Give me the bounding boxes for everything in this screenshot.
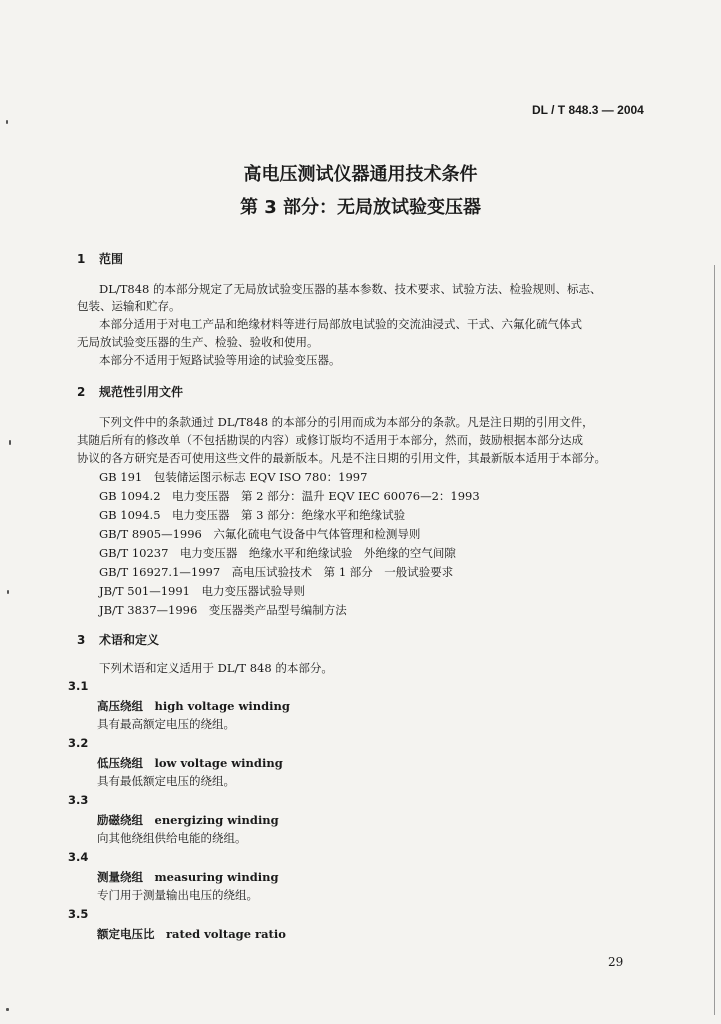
reference-item: GB/T 16927.1—1997 高电压试验技术 第 1 部分 一般试验要求 <box>99 565 454 579</box>
document-subtitle: 第 3 部分：无局放试验变压器 <box>239 197 482 218</box>
reference-item: JB/T 3837—1996 变压器类产品型号编制方法 <box>99 603 347 617</box>
scan-speck <box>6 120 8 124</box>
paragraph-line: 本部分适用于对电工产品和绝缘材料等进行局部放电试验的交流油浸式、干式、六氟化硫气体式 <box>99 317 582 331</box>
reference-item: JB/T 501—1991 电力变压器试验导则 <box>99 584 305 598</box>
paragraph-line: 无局放试验变压器的生产、检验、验收和使用。 <box>77 335 319 349</box>
paragraph-line: 下列文件中的条款通过 DL/T848 的本部分的引用而成为本部分的条款。凡是注日期的引用文件， <box>99 415 594 429</box>
term-title: 额定电压比 rated voltage ratio <box>97 927 286 941</box>
subsection-number: 3.2 <box>68 736 89 750</box>
paragraph-line: 协议的各方研究是否可使用这些文件的最新版本。凡是不注日期的引用文件，其最新版本适用于本部分。 <box>77 451 606 465</box>
paragraph-line: 本部分不适用于短路试验等用途的试验变压器。 <box>99 353 341 367</box>
term-title: 测量绕组 measuring winding <box>97 870 279 884</box>
paragraph-line: 包装、运输和贮存。 <box>77 299 181 313</box>
reference-item: GB 191 包装储运图示标志 EQV ISO 780：1997 <box>99 470 368 484</box>
term-title: 励磁绕组 energizing winding <box>97 813 279 827</box>
reference-item: GB/T 8905—1996 六氟化硫电气设备中气体管理和检测导则 <box>99 527 421 541</box>
subsection-number: 3.3 <box>68 793 89 807</box>
scan-edge-line <box>714 265 715 1015</box>
term-title: 高压绕组 high voltage winding <box>97 699 290 713</box>
paragraph-line: DL/T848 的本部分规定了无局放试验变压器的基本参数、技术要求、试验方法、检验规则、标志、 <box>99 282 602 296</box>
term-title: 低压绕组 low voltage winding <box>97 756 283 770</box>
section-2-heading <box>77 383 183 400</box>
standard-number: DL / T 848.3 — 2004 <box>532 103 644 117</box>
paragraph-line: 下列术语和定义适用于 DL/T 848 的本部分。 <box>99 661 333 675</box>
subsection-number: 3.5 <box>68 907 89 921</box>
section-title: 规范性引用文件 <box>99 385 184 399</box>
section-number: 3 <box>77 633 86 647</box>
section-number: 2 <box>77 385 86 399</box>
subsection-number: 3.4 <box>68 850 89 864</box>
paragraph-line: 其随后所有的修改单（不包括勘误的内容）或修订版均不适用于本部分，然而，鼓励根据本部分达成 <box>77 433 583 447</box>
reference-item: GB 1094.5 电力变压器 第 3 部分：绝缘水平和绝缘试验 <box>99 508 406 522</box>
section-title: 术语和定义 <box>99 633 160 647</box>
reference-item: GB/T 10237 电力变压器 绝缘水平和绝缘试验 外绝缘的空气间隙 <box>99 546 456 560</box>
section-1-heading <box>77 250 123 267</box>
section-3-heading <box>77 631 159 648</box>
scan-speck <box>9 440 11 445</box>
subsection-number: 3.1 <box>68 679 89 693</box>
term-definition: 向其他绕组供给电能的绕组。 <box>97 831 247 845</box>
page-number: 29 <box>608 955 624 969</box>
reference-item: GB 1094.2 电力变压器 第 2 部分：温升 EQV IEC 60076—2：1993 <box>99 489 480 503</box>
scan-speck <box>7 590 9 594</box>
term-definition: 具有最低额定电压的绕组。 <box>97 774 235 788</box>
term-definition: 专门用于测量输出电压的绕组。 <box>97 888 258 902</box>
scan-speck <box>6 1008 9 1011</box>
term-definition: 具有最高额定电压的绕组。 <box>97 717 235 731</box>
section-number: 1 <box>77 252 86 266</box>
section-title: 范围 <box>99 252 124 266</box>
document-title: 高电压测试仪器通用技术条件 <box>243 164 478 185</box>
